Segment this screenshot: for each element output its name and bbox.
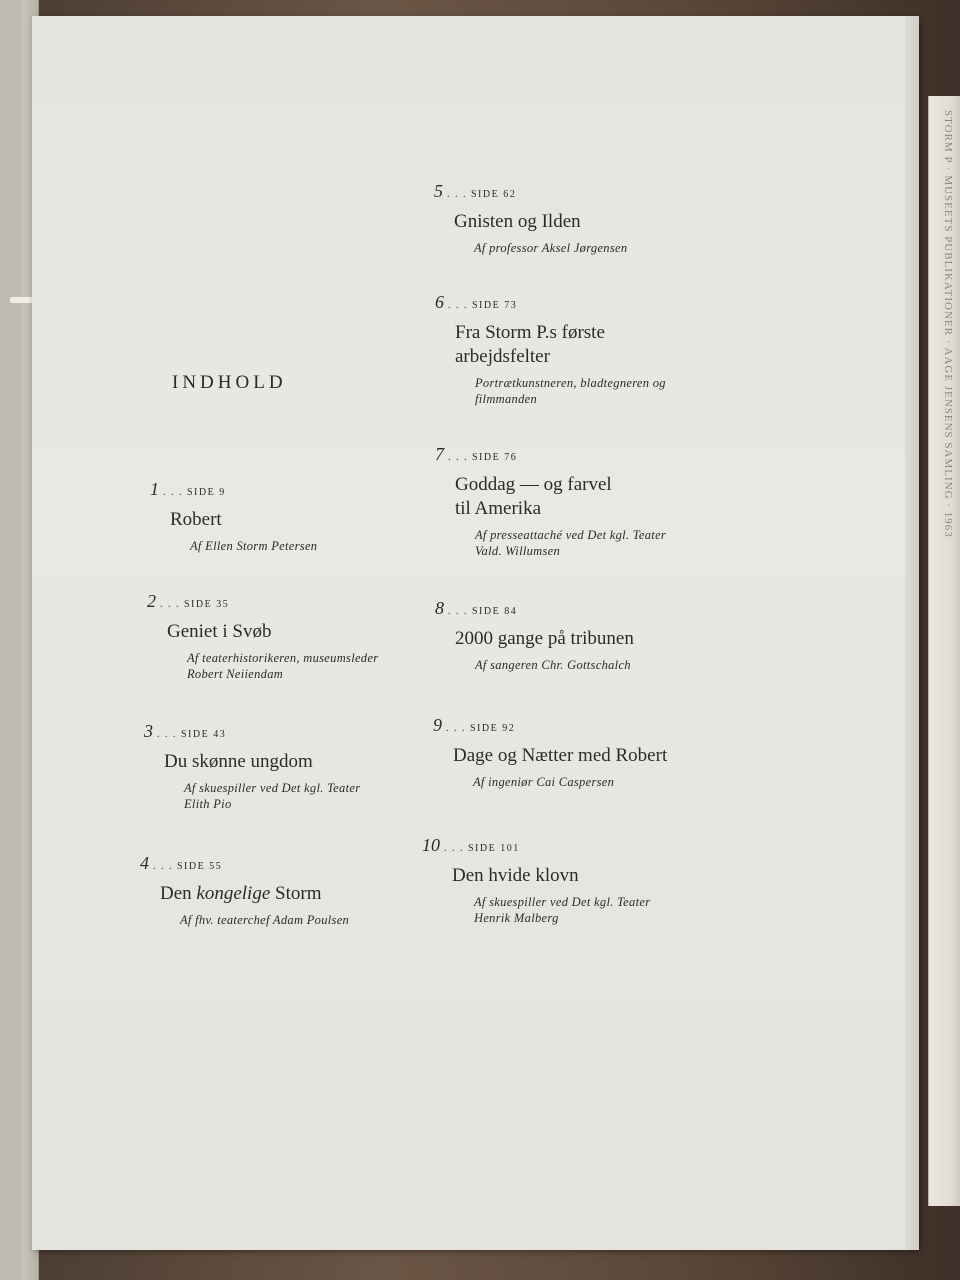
toc-entry-3 [144, 722, 360, 812]
entry-number: 8 [435, 598, 444, 618]
entry-number: 5 [434, 181, 443, 201]
entry-title: Gnisten og Ilden [454, 211, 581, 232]
entry-title: Robert [170, 509, 222, 530]
side-label: . . . SIDE 9 [163, 487, 226, 498]
toc-entry-10 [422, 836, 650, 926]
entry-title: Du skønne ungdom [164, 751, 313, 772]
entry-byline: Af professor Aksel Jørgensen [474, 241, 628, 255]
entry-byline: Af Ellen Storm Petersen [190, 539, 318, 553]
toc-entry-2 [147, 592, 378, 682]
side-label: . . . SIDE 101 [444, 843, 520, 854]
entry-byline: Af skuespiller ved Det kgl. Teater Henrik Malberg [474, 895, 651, 925]
toc-entry-7 [435, 445, 666, 559]
entry-number: 4 [140, 853, 149, 873]
entry-number: 7 [435, 444, 444, 464]
entry-byline: Af sangeren Chr. Gottschalch [475, 658, 631, 672]
entry-byline: Af teaterhistorikeren, museumsleder Robert Neiiendam [187, 651, 379, 681]
side-label: . . . SIDE 43 [157, 729, 227, 740]
entry-byline: Af fhv. teaterchef Adam Poulsen [180, 913, 350, 927]
page-title: INDHOLD [172, 372, 287, 393]
entry-title: 2000 gange på tribunen [455, 628, 634, 649]
entry-title: Dage og Nætter med Robert [453, 745, 668, 766]
side-label: . . . SIDE 55 [153, 861, 223, 872]
page-edge [905, 16, 919, 1250]
side-label: . . . SIDE 92 [446, 723, 516, 734]
entry-number: 10 [422, 835, 440, 855]
entry-byline: Portrætkunstneren, bladtegneren og filmmanden [475, 376, 666, 406]
entry-title: Den hvide klovn [452, 865, 579, 886]
left-page-shadow [0, 0, 22, 1280]
spine-text: STORM P · MUSEETS PUBLIKATIONER · AAGE JENSENS SAMLING · 1963 [942, 110, 954, 538]
side-label: . . . SIDE 35 [160, 599, 230, 610]
entry-title: Den kongelige Storm [160, 883, 322, 904]
toc-entry-5 [434, 182, 627, 256]
entry-number: 6 [435, 292, 444, 312]
entry-byline: Af skuespiller ved Det kgl. Teater Elith Pio [184, 781, 361, 811]
side-label: . . . SIDE 62 [447, 189, 517, 200]
toc-entry-9 [433, 716, 667, 790]
entry-number: 3 [144, 721, 153, 741]
toc-entry-4 [140, 854, 349, 928]
side-label: . . . SIDE 84 [448, 606, 518, 617]
side-label: . . . SIDE 76 [448, 452, 518, 463]
entry-title: Fra Storm P.s første arbejdsfelter [455, 322, 605, 367]
toc-entry-8 [435, 599, 634, 673]
entry-title: Geniet i Svøb [167, 621, 272, 642]
entry-byline: Af ingeniør Cai Caspersen [473, 775, 615, 789]
entry-number: 2 [147, 591, 156, 611]
entry-title: Goddag — og farvel til Amerika [455, 474, 612, 519]
entry-number: 1 [150, 479, 159, 499]
entry-number: 9 [433, 715, 442, 735]
toc-entry-6 [435, 293, 666, 407]
entry-byline: Af presseattaché ved Det kgl. Teater Vald. Willumsen [475, 528, 667, 558]
side-label: . . . SIDE 73 [448, 300, 518, 311]
toc-entry-1 [150, 480, 317, 554]
